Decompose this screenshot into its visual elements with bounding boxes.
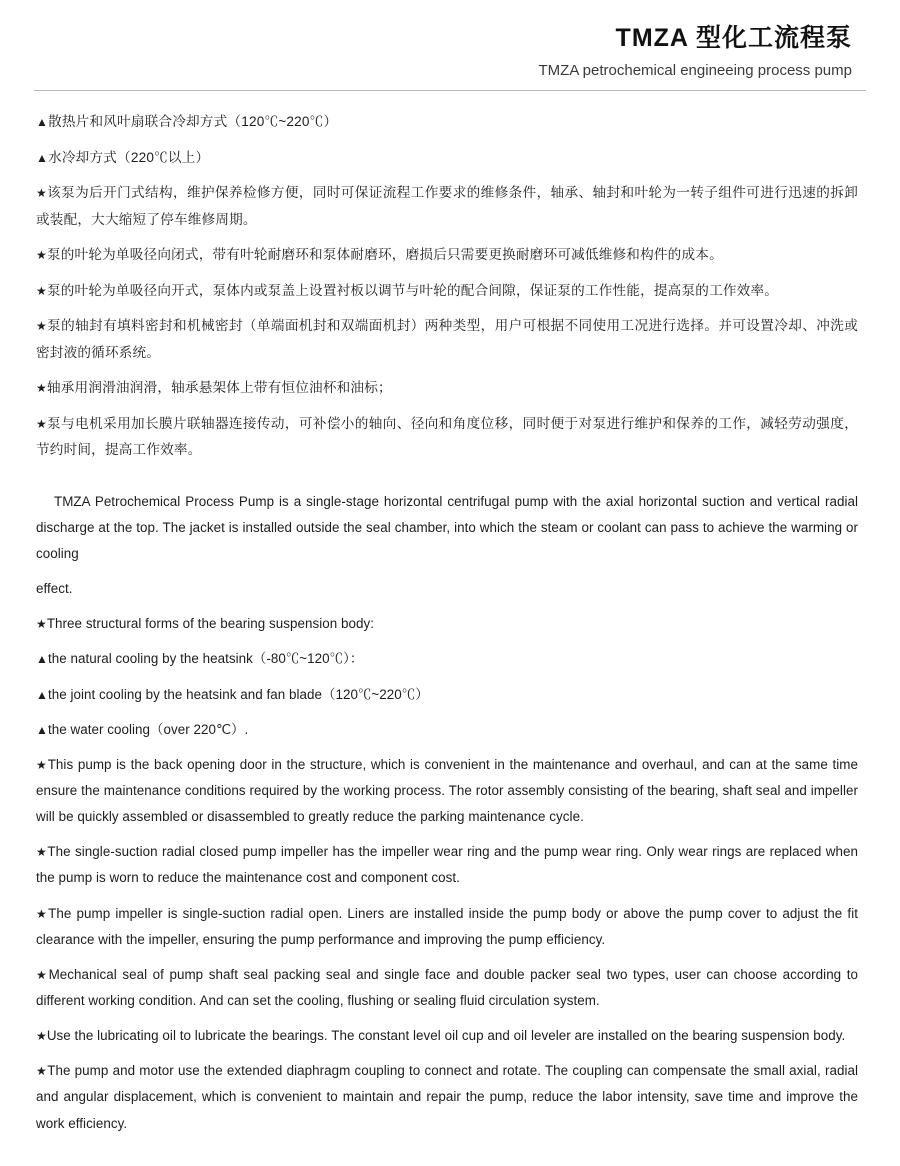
paragraph-text: the natural cooling by the heatsink（-80℃~120℃）： [47, 651, 364, 667]
paragraph-en-1 [36, 611, 858, 637]
paragraph-text: 该泵为后开门式结构，维护保养检修方便，同时可保证流程工作要求的维修条件，轴承、轴封和叶轮为一转子组件可进行迅速的拆卸或装配，大大缩短了停车维修周期。 [36, 185, 858, 227]
paragraph-cn-6 [36, 313, 858, 366]
star-marker-icon: ★ [36, 1029, 47, 1044]
paragraph-cn-7 [36, 375, 858, 402]
star-marker-icon: ★ [36, 381, 47, 396]
paragraph-cn-8 [36, 411, 858, 464]
paragraph-en-intro: TMZA Petrochemical Process Pump is a single-stage horizontal centrifugal pump with the axial horizontal suction and vertical radial discharge at the top. The jacket is installed outside the seal chamber, into which the steam or coolant can pass to achieve the warming or cooling [36, 493, 858, 562]
triangle-marker-icon: ▲ [36, 652, 48, 667]
star-marker-icon: ★ [36, 906, 49, 921]
star-marker-icon: ★ [36, 283, 47, 298]
paragraph-text: 泵的叶轮为单吸径向闭式，带有叶轮耐磨环和泵体耐磨环，磨损后只需要更换耐磨环可减低维修和构件的成本。 [46, 247, 723, 263]
paragraph-text: 泵的叶轮为单吸径向开式，泵体内或泵盖上设置衬板以调节与叶轮的配合间隙，保证泵的工作性能，提高泵的工作效率。 [46, 282, 779, 298]
paragraph-en-10 [36, 1058, 858, 1136]
paragraph-text: the water cooling（over 220℃）. [47, 721, 249, 737]
triangle-marker-icon: ▲ [36, 115, 49, 130]
paragraph-text: 轴承用润滑油润滑，轴承悬架体上带有恒位油杯和油标； [46, 380, 392, 396]
paragraph-text: The pump impeller is single-suction radial open. Liners are installed inside the pump body or above the pump cover to adjust the fit clearance with the impeller, ensuring the pump performance and improving the pump efficiency. [36, 905, 858, 947]
paragraph-en-7 [36, 901, 858, 953]
star-marker-icon: ★ [36, 617, 47, 632]
paragraph-text: 泵的轴封有填料密封和机械密封（单端面机封和双端面机封）两种类型，用户可根据不同使用工况进行选择。并可设置冷却、冲洗或密封液的循环系统。 [36, 318, 858, 360]
paragraph-text: 散热片和风叶扇联合冷却方式（120℃~220℃） [48, 114, 338, 130]
document-header [34, 22, 866, 80]
page-title-cn: TMZA 型化工流程泵 [615, 24, 852, 52]
star-marker-icon: ★ [36, 1064, 48, 1079]
paragraph-text: The pump and motor use the extended diaphragm coupling to connect and rotate. The coupling can compensate the small axial, radial and angular displacement, which is convenient to maintain and repair the pump, reduce the labor intensity, save time and improve the work efficiency. [36, 1063, 858, 1131]
star-marker-icon: ★ [36, 416, 48, 431]
paragraph-text: Mechanical seal of pump shaft seal packing seal and single face and double packer seal two types, user can choose according to different working condition. And can set the cooling, flushing or sealing fluid circulation system. [36, 966, 858, 1008]
paragraph-en-3 [36, 682, 858, 708]
paragraph-cn-5 [36, 278, 858, 305]
header-divider [34, 90, 866, 91]
paragraph-text: 泵与电机采用加长膜片联轴器连接传动，可补偿小的轴向、径向和角度位移，同时便于对泵进行维护和保养的工作，减轻劳动强度，节约时间，提高工作效率。 [36, 415, 858, 458]
paragraph-text: Use the lubricating oil to lubricate the bearings. The constant level oil cup and oil leveler are installed on the bearing suspension body. [46, 1028, 846, 1044]
triangle-marker-icon: ▲ [36, 722, 48, 737]
paragraph-en-5 [36, 752, 858, 830]
paragraph-en-2 [36, 646, 858, 672]
paragraph-cn-4 [36, 242, 858, 269]
paragraph-text: 水冷却方式（220℃以上） [48, 149, 210, 165]
paragraph-en-intro-tail: effect. [36, 581, 73, 597]
star-marker-icon: ★ [36, 757, 48, 772]
paragraph-text: This pump is the back opening door in the structure, which is convenient in the maintenance and overhaul, and can at the same time ensure the maintenance conditions required by the working process. The rotor assembly consisting of the bearing, shaft seal and impeller will be quickly assembled or disassembled to greatly reduce the parking maintenance cycle. [36, 756, 859, 825]
paragraph-text: the joint cooling by the heatsink and fan blade（120℃~220℃） [47, 686, 429, 702]
paragraph-en-4 [36, 717, 858, 743]
star-marker-icon: ★ [36, 186, 48, 201]
page-title-en: TMZA petrochemical engineeing process pump [538, 61, 852, 79]
paragraph-text: Three structural forms of the bearing suspension body: [46, 616, 375, 632]
paragraph-text: The single-suction radial closed pump impeller has the impeller wear ring and the pump wear ring. Only wear rings are replaced when the pump is worn to reduce the maintenance cost and component cost. [36, 844, 858, 886]
triangle-marker-icon: ▲ [36, 150, 49, 165]
paragraph-cn-1 [36, 109, 858, 136]
star-marker-icon: ★ [36, 845, 48, 860]
paragraph-en-9 [36, 1023, 858, 1049]
star-marker-icon: ★ [36, 319, 48, 334]
triangle-marker-icon: ▲ [36, 687, 48, 702]
paragraph-en-8 [36, 962, 858, 1014]
paragraph-cn-3 [36, 180, 858, 233]
document-body [34, 109, 866, 1136]
paragraph-cn-2 [36, 145, 858, 172]
section-spacer [36, 473, 858, 489]
star-marker-icon: ★ [36, 967, 49, 982]
star-marker-icon: ★ [36, 248, 47, 263]
paragraph-en-6 [36, 839, 858, 891]
